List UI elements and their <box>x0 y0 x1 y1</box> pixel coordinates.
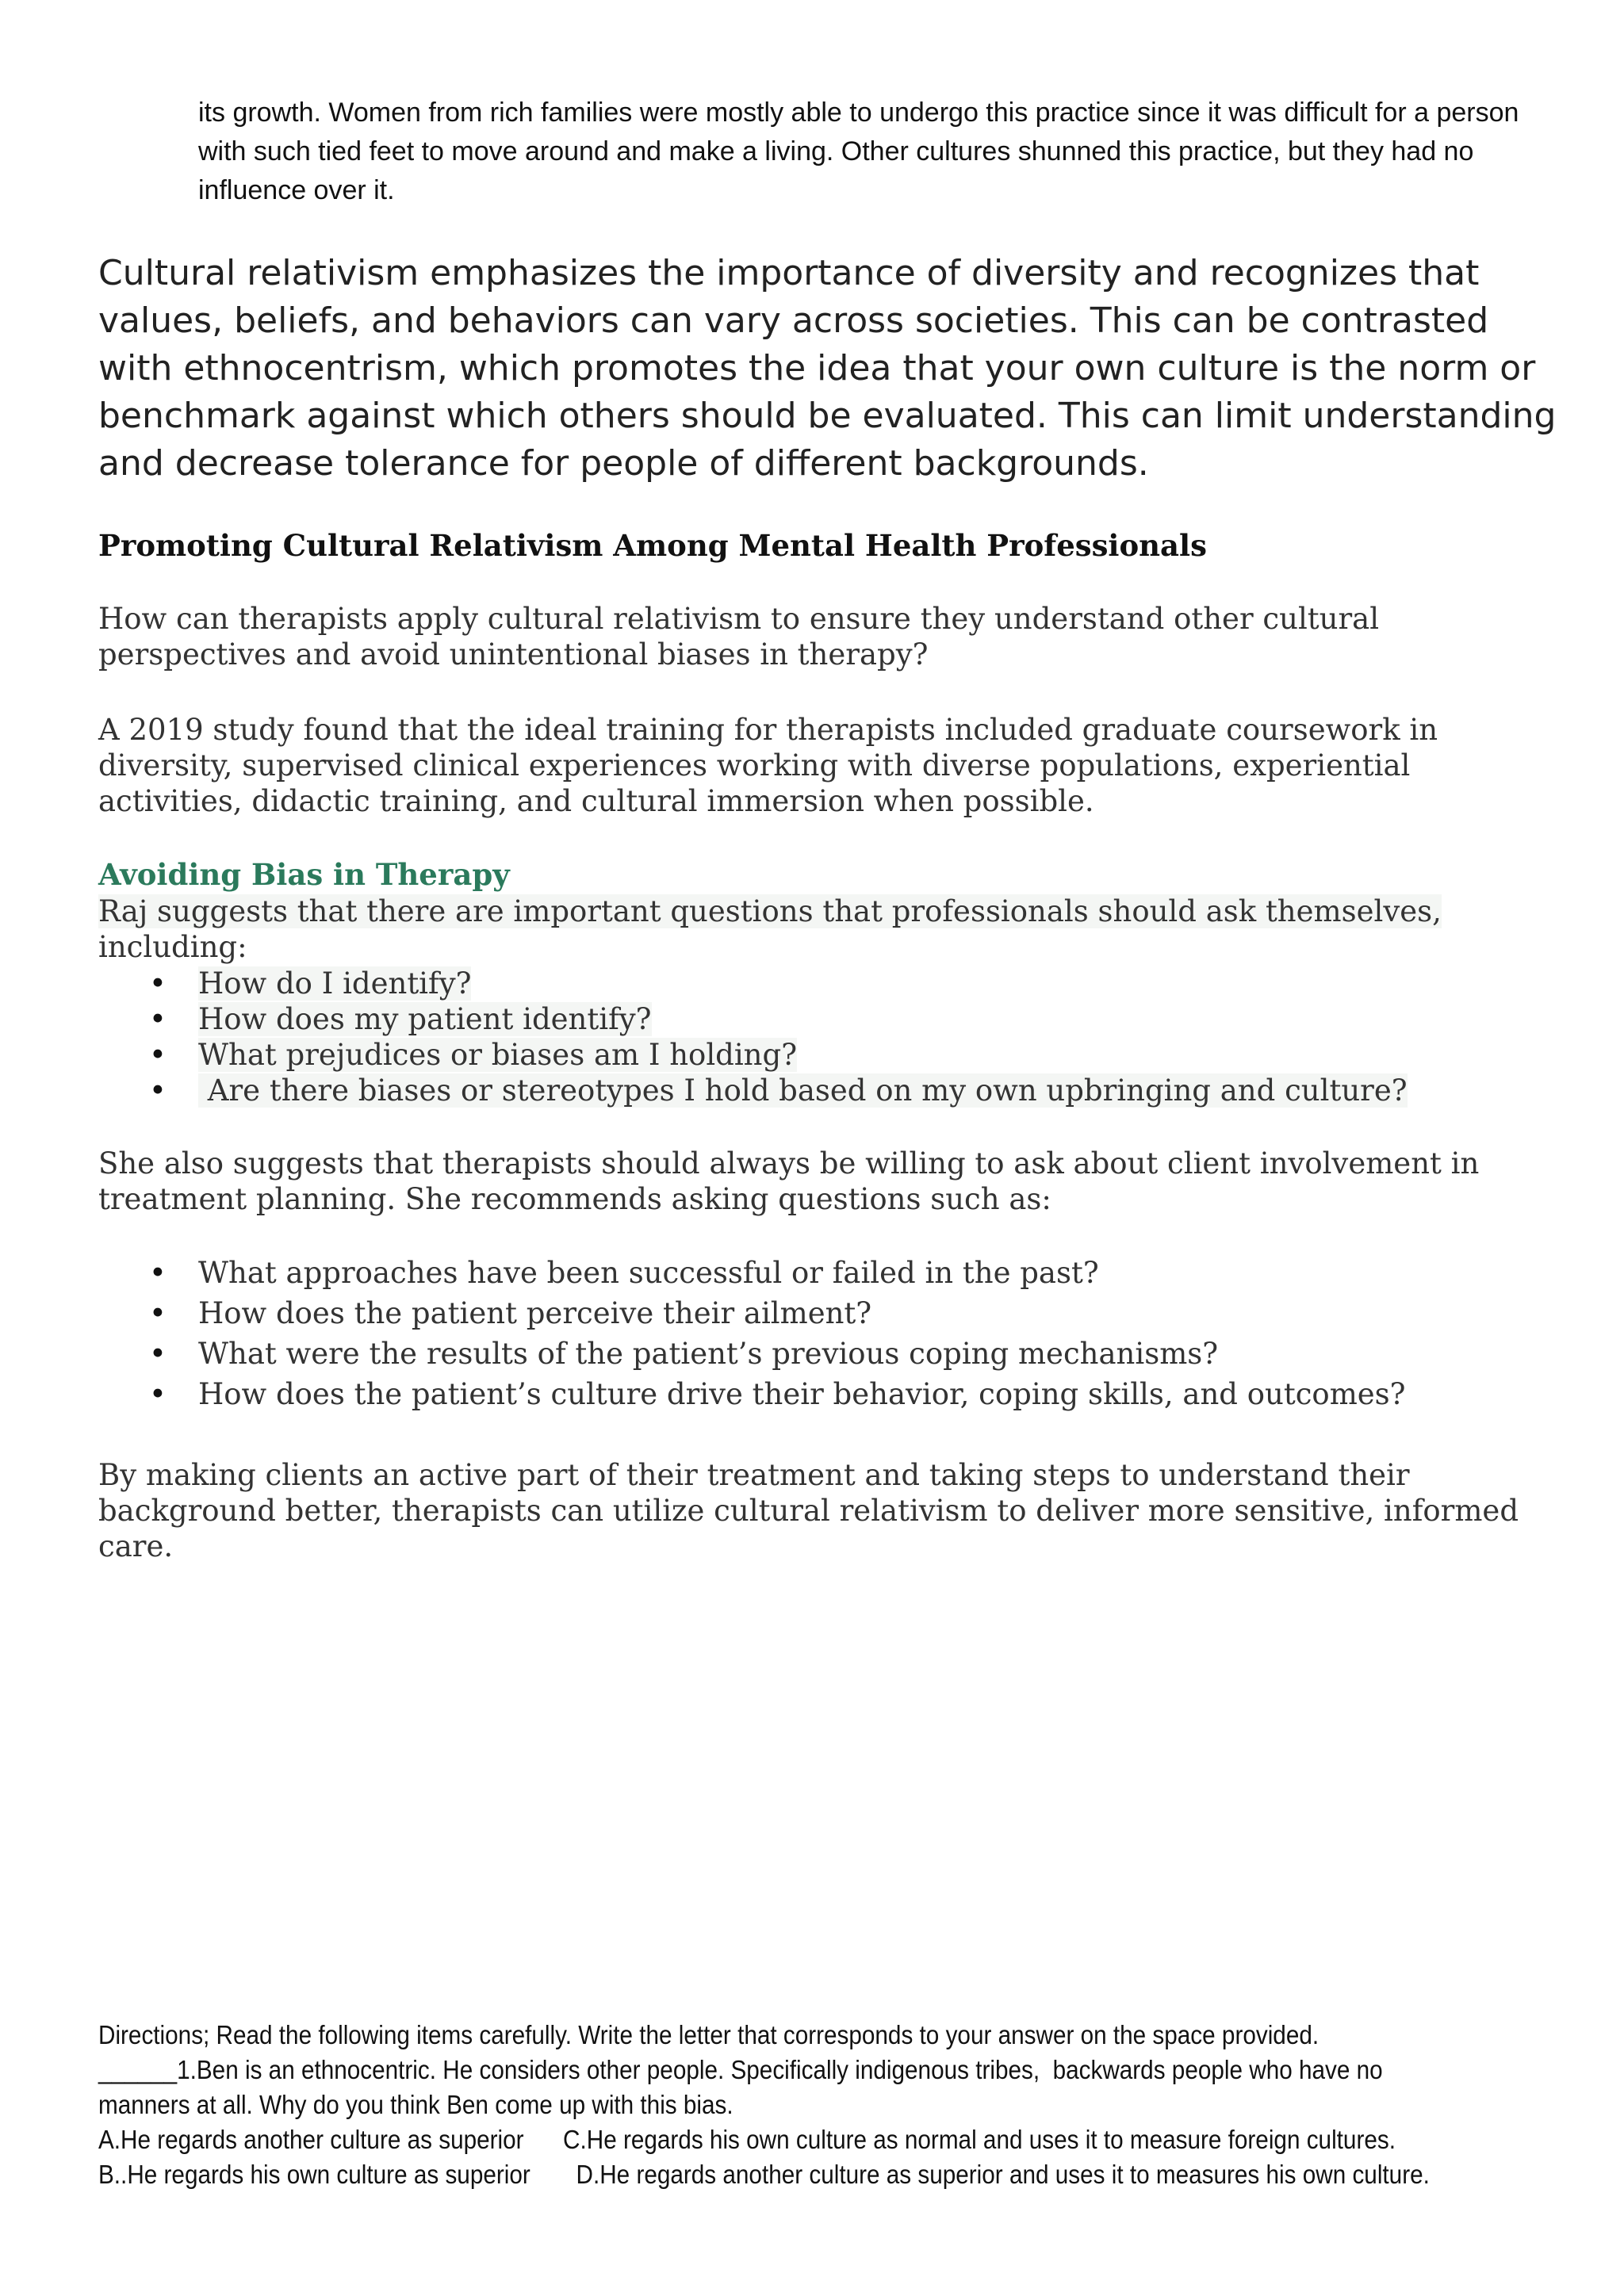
option-c: C.He regards his own culture as normal and uses it to measure foreign cultures. <box>563 2125 1396 2154</box>
list-item-text: What were the results of the patient’s previous coping mechanisms? <box>198 1337 1219 1371</box>
question-paragraph: How can therapists apply cultural relativism to ensure they understand other cultural perspectives and avoid unintentional biases in therapy? <box>98 602 1380 672</box>
raj-paragraph-line2: including: <box>98 930 247 964</box>
list-item-text: What prejudices or biases am I holding? <box>198 1038 798 1072</box>
list-item <box>98 1374 1542 1414</box>
list-item <box>98 1293 1542 1334</box>
bullet-icon: • <box>149 966 167 1001</box>
list-item <box>98 966 1542 1001</box>
client-questions-list <box>98 1253 1542 1414</box>
lead-paragraph: Cultural relativism emphasizes the importance of diversity and recognizes that values, beliefs, and behaviors can vary across societies. This can be contrasted with ethnocentrism, which promotes the idea that your own culture is the norm or benchmark against which others should be evaluated. This can limit understanding and decrease tolerance for people of different backgrounds. <box>98 253 1557 484</box>
bullet-icon: • <box>149 1073 167 1108</box>
quiz-options-row-2 <box>98 2157 1440 2192</box>
bullet-icon: • <box>149 1337 167 1371</box>
she-paragraph: She also suggests that therapists should always be willing to ask about client involvement in treatment planning. She recommends asking questions such as: <box>98 1146 1480 1216</box>
list-item-text: How does the patient perceive their ailment? <box>198 1296 872 1330</box>
raj-paragraph-line1: Raj suggests that there are important questions that professionals should ask themselves, <box>98 894 1442 928</box>
bullet-icon: • <box>149 1377 167 1411</box>
list-item <box>98 1073 1542 1108</box>
subheading: Avoiding Bias in Therapy <box>98 857 510 892</box>
section-heading: Promoting Cultural Relativism Among Mental Health Professionals <box>98 528 1207 563</box>
study-paragraph: A 2019 study found that the ideal training for therapists included graduate coursework in diversity, supervised clinical experiences working with diverse populations, experiential activities, didactic training, and cultural immersion when possible. <box>98 713 1438 818</box>
quiz-item-1-line-1: ______1.Ben is an ethnocentric. He considers other people. Specifically indigenous tribes, backwards people who have no <box>98 2055 1383 2084</box>
list-item-text: How does the patient’s culture drive their behavior, coping skills, and outcomes? <box>198 1377 1406 1411</box>
list-item <box>98 1334 1542 1374</box>
quiz-item-1-line-2: manners at all. Why do you think Ben come up with this bias. <box>98 2090 733 2119</box>
quiz-directions: Directions; Read the following items carefully. Write the letter that corresponds to your answer on the space provided. <box>98 2020 1320 2049</box>
option-b: B..He regards his own culture as superior <box>98 2160 530 2189</box>
quiz-section <box>98 2018 1440 2192</box>
list-item-text: What approaches have been successful or failed in the past? <box>198 1256 1099 1290</box>
list-item-text: How does my patient identify? <box>198 1002 652 1036</box>
option-a: A.He regards another culture as superior <box>98 2125 524 2154</box>
quiz-options-row-1 <box>98 2122 1440 2157</box>
closing-paragraph: By making clients an active part of their treatment and taking steps to understand their background better, therapists can utilize cultural relativism to deliver more sensitive, informed care. <box>98 1458 1519 1563</box>
list-item-text: Are there biases or stereotypes I hold based on my own upbringing and culture? <box>198 1073 1408 1108</box>
list-item <box>98 1037 1542 1073</box>
list-item <box>98 1253 1542 1293</box>
list-item <box>98 1001 1542 1037</box>
bullet-icon: • <box>149 1296 167 1330</box>
list-item-text: How do I identify? <box>198 966 472 1001</box>
option-d: D.He regards another culture as superior and uses it to measures his own culture. <box>576 2160 1430 2189</box>
raj-paragraph <box>98 894 1526 965</box>
bullet-icon: • <box>149 1038 167 1072</box>
intro-paragraph: its growth. Women from rich families were mostly able to undergo this practice since it was difficult for a person with such tied feet to move around and make a living. Other cultures shunned this practice, but they had no influence over it. <box>198 98 1519 205</box>
bullet-icon: • <box>149 1002 167 1036</box>
bullet-icon: • <box>149 1256 167 1290</box>
self-questions-list <box>98 966 1542 1108</box>
